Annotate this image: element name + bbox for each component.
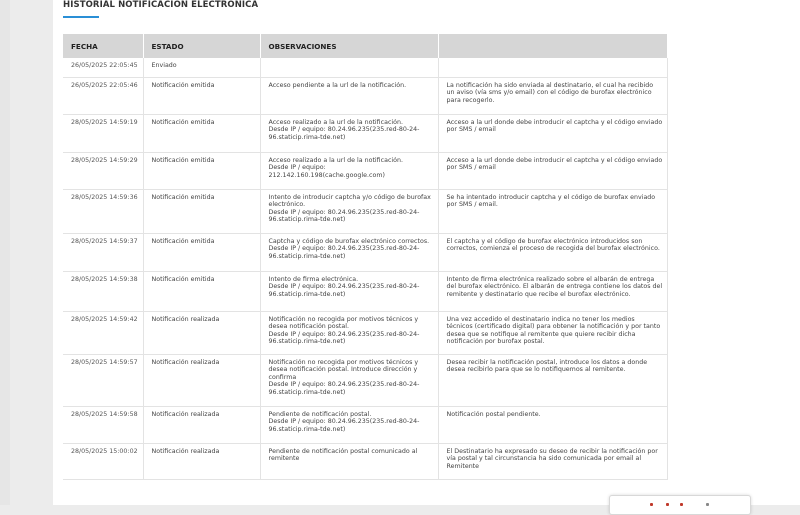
cell-fecha: 28/05/2025 14:59:58 xyxy=(63,406,143,443)
cell-observaciones: Acceso realizado a la url de la notificación. Desde IP / equipo: 212.142.160.198(cache.google.com) xyxy=(260,152,438,189)
cell-estado: Notificación emitida xyxy=(143,233,260,271)
table-row xyxy=(63,406,667,443)
left-gutter xyxy=(0,0,10,505)
table-row xyxy=(63,189,667,233)
cell-estado: Notificación realizada xyxy=(143,311,260,354)
table-row xyxy=(63,58,667,77)
cell-fecha: 28/05/2025 14:59:42 xyxy=(63,311,143,354)
cell-detalle: Una vez accedido el destinatario indica no tener los medios técnicos (certificado digital) para obtener la notificación y por tanto desea que se notifique al remitente que quiere recibir dicha notificación por burofax postal. xyxy=(438,311,667,354)
header-estado: ESTADO xyxy=(143,34,260,58)
cell-detalle: Acceso a la url donde debe introducir el captcha y el código enviado por SMS / email xyxy=(438,114,667,152)
history-table xyxy=(63,34,668,480)
table-row xyxy=(63,443,667,479)
cell-detalle xyxy=(438,58,667,77)
cell-estado: Notificación realizada xyxy=(143,443,260,479)
table-row xyxy=(63,152,667,189)
cell-detalle: Se ha intentado introducir captcha y el código de burofax enviado por SMS / email. xyxy=(438,189,667,233)
cell-fecha: 28/05/2025 14:59:38 xyxy=(63,271,143,311)
cell-observaciones: Acceso realizado a la url de la notificación. Desde IP / equipo: 80.24.96.235(235.red-80-24-96.staticip.rima-tde.net) xyxy=(260,114,438,152)
cell-observaciones: Intento de introducir captcha y/o código de burofax electrónico. Desde IP / equipo: 80.24.96.235(235.red-80-24-96.staticip.rima-tde.net) xyxy=(260,189,438,233)
cell-detalle: El Destinatario ha expresado su deseo de recibir la notificación por vía postal y tal circunstancia ha sido comunicada por email al Remitente xyxy=(438,443,667,479)
floating-widget[interactable] xyxy=(609,495,751,515)
table-row xyxy=(63,311,667,354)
cell-fecha: 26/05/2025 22:05:45 xyxy=(63,58,143,77)
cell-fecha: 28/05/2025 14:59:19 xyxy=(63,114,143,152)
table-row xyxy=(63,271,667,311)
header-detalle xyxy=(438,34,667,58)
cell-estado: Notificación emitida xyxy=(143,189,260,233)
cell-estado: Notificación emitida xyxy=(143,152,260,189)
cell-observaciones: Acceso pendiente a la url de la notificación. xyxy=(260,77,438,114)
cell-estado: Notificación realizada xyxy=(143,354,260,406)
cell-fecha: 28/05/2025 15:00:02 xyxy=(63,443,143,479)
cell-detalle: La notificación ha sido enviada al destinatario, el cual ha recibido un aviso (vía sms y/o email) con el código de burofax electrónico para recogerlo. xyxy=(438,77,667,114)
cell-observaciones: Pendiente de notificación postal. Desde IP / equipo: 80.24.96.235(235.red-80-24-96.staticip.rima-tde.net) xyxy=(260,406,438,443)
cell-detalle: Desea recibir la notificación postal, introduce los datos a donde desea recibirlo para que se lo notifiquemos al remitente. xyxy=(438,354,667,406)
cell-observaciones: Notificación no recogida por motivos técnicos y desea notificación postal. Desde IP / equipo: 80.24.96.235(235.red-80-24-96.staticip.rima-tde.net) xyxy=(260,311,438,354)
header-observaciones: OBSERVACIONES xyxy=(260,34,438,58)
cell-detalle: El captcha y el código de burofax electrónico introducidos son correctos, comienza el proceso de recogida del burofax electrónico. xyxy=(438,233,667,271)
header-fecha: FECHA xyxy=(63,34,143,58)
cell-observaciones: Notificación no recogida por motivos técnicos y desea notificación postal. Introduce dirección y confirma Desde IP / equipo: 80.24.96.235(235.red-80-24-96.staticip.rima-tde.net) xyxy=(260,354,438,406)
history-panel xyxy=(53,0,678,505)
section-title: HISTORIAL NOTIFICACIÓN ELECTRÓNICA xyxy=(63,0,259,10)
cell-estado: Notificación emitida xyxy=(143,271,260,311)
table-row xyxy=(63,77,667,114)
cell-observaciones: Intento de firma electrónica. Desde IP / equipo: 80.24.96.235(235.red-80-24-96.staticip.rima-tde.net) xyxy=(260,271,438,311)
cell-detalle: Acceso a la url donde debe introducir el captcha y el código enviado por SMS / email xyxy=(438,152,667,189)
cell-fecha: 28/05/2025 14:59:36 xyxy=(63,189,143,233)
cell-estado: Notificación emitida xyxy=(143,77,260,114)
cell-detalle: Intento de firma electrónica realizado sobre el albarán de entrega del burofax electrónico. El albarán de entrega contiene los datos del remitente y destinatario que recibe el burofax electrónico. xyxy=(438,271,667,311)
cell-estado: Notificación emitida xyxy=(143,114,260,152)
cell-fecha: 26/05/2025 22:05:46 xyxy=(63,77,143,114)
cell-observaciones: Pendiente de notificación postal comunicado al remitente xyxy=(260,443,438,479)
table-row xyxy=(63,114,667,152)
cell-fecha: 28/05/2025 14:59:37 xyxy=(63,233,143,271)
right-blank-area xyxy=(678,0,800,505)
cell-fecha: 28/05/2025 14:59:29 xyxy=(63,152,143,189)
table-row xyxy=(63,354,667,406)
cell-observaciones xyxy=(260,58,438,77)
title-underline xyxy=(63,16,99,18)
table-row xyxy=(63,233,667,271)
cell-detalle: Notificación postal pendiente. xyxy=(438,406,667,443)
cell-observaciones: Captcha y código de burofax electrónico correctos. Desde IP / equipo: 80.24.96.235(235.red-80-24-96.staticip.rima-tde.net) xyxy=(260,233,438,271)
table-header-row xyxy=(63,34,667,58)
cell-estado: Enviado xyxy=(143,58,260,77)
cell-estado: Notificación realizada xyxy=(143,406,260,443)
cell-fecha: 28/05/2025 14:59:57 xyxy=(63,354,143,406)
